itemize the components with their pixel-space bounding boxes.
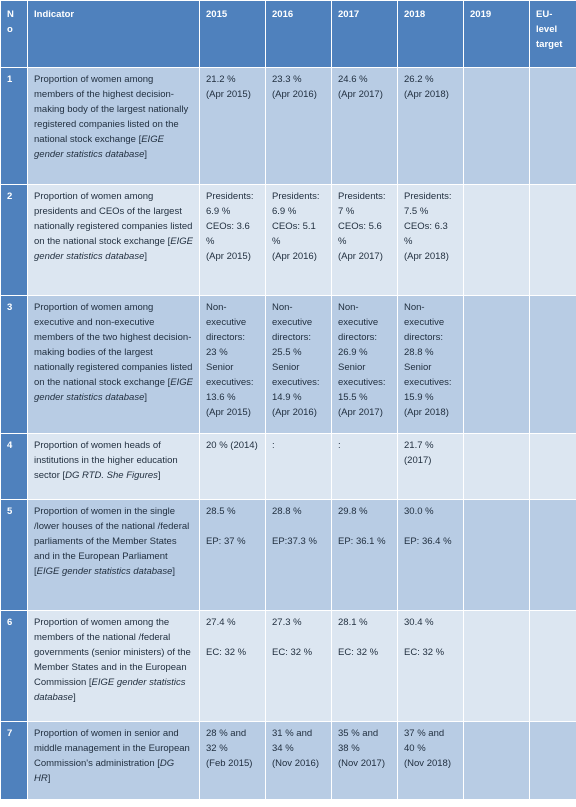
table-header-row [1, 1, 576, 68]
table-row [1, 185, 576, 296]
value-2015: Non- executive directors: 23 % Senior executives: 13.6 % (Apr 2015) [200, 296, 266, 434]
row-number: 6 [1, 611, 28, 722]
indicator-cell: Proportion of women among presidents and CEOs of the largest nationally registered companies listed on the national stock exchange [EIGE gender statistics database] [28, 185, 200, 296]
value-2018: Non- executive directors: 28.8 % Senior executives: 15.9 % (Apr 2018) [398, 296, 464, 434]
value-2015: 20 % (2014) [200, 434, 266, 500]
value-2015: 28 % and 32 % (Feb 2015) [200, 722, 266, 800]
value-2016: 23.3 % (Apr 2016) [266, 68, 332, 185]
value-2015: 28.5 % EP: 37 % [200, 500, 266, 611]
header-eu-target: EU- level target [530, 1, 576, 68]
value-2017: 24.6 % (Apr 2017) [332, 68, 398, 185]
value-2015: 27.4 % EC: 32 % [200, 611, 266, 722]
value-2018: Presidents: 7.5 % CEOs: 6.3 % (Apr 2018) [398, 185, 464, 296]
value-eu-target [530, 722, 576, 800]
source-text: EIGE gender statistics database [34, 377, 193, 403]
table-row [1, 722, 576, 800]
value-2015: 21.2 % (Apr 2015) [200, 68, 266, 185]
value-eu-target [530, 611, 576, 722]
value-2016: 31 % and 34 % (Nov 2016) [266, 722, 332, 800]
value-2019 [464, 500, 530, 611]
value-2016: 28.8 % EP:37.3 % [266, 500, 332, 611]
row-number: 2 [1, 185, 28, 296]
value-2017: : [332, 434, 398, 500]
value-eu-target [530, 185, 576, 296]
header-2015: 2015 [200, 1, 266, 68]
value-2018: 30.0 % EP: 36.4 % [398, 500, 464, 611]
row-number: 4 [1, 434, 28, 500]
table-row [1, 296, 576, 434]
indicator-cell: Proportion of women among the members of the national /federal governments (senior ministers) of the Member States and in the European Commission [EIGE gender statistics database] [28, 611, 200, 722]
value-2018: 37 % and 40 % (Nov 2018) [398, 722, 464, 800]
value-eu-target [530, 68, 576, 185]
table-row [1, 611, 576, 722]
value-2019 [464, 185, 530, 296]
value-2015: Presidents: 6.9 % CEOs: 3.6 % (Apr 2015) [200, 185, 266, 296]
header-2018: 2018 [398, 1, 464, 68]
value-2019 [464, 296, 530, 434]
value-2019 [464, 434, 530, 500]
indicator-cell: Proportion of women in senior and middle management in the European Commission's administration [DG HR] [28, 722, 200, 800]
indicator-cell: Proportion of women among members of the highest decision-making body of the largest nationally registered companies listed on the national stock exchange [EIGE gender statistics database] [28, 68, 200, 185]
value-2017: 28.1 % EC: 32 % [332, 611, 398, 722]
value-2017: Non- executive directors: 26.9 % Senior executives: 15.5 % (Apr 2017) [332, 296, 398, 434]
row-number: 5 [1, 500, 28, 611]
value-2019 [464, 611, 530, 722]
value-eu-target [530, 296, 576, 434]
source-text: DG HR [34, 758, 175, 784]
header-indicator: Indicator [28, 1, 200, 68]
value-2017: 29.8 % EP: 36.1 % [332, 500, 398, 611]
value-2018: 26.2 % (Apr 2018) [398, 68, 464, 185]
header-2019: 2019 [464, 1, 530, 68]
source-text: EIGE gender statistics database [36, 566, 173, 577]
table-row [1, 68, 576, 185]
table-row [1, 434, 576, 500]
source-text: DG RTD. She Figures [65, 470, 158, 481]
value-2018: 30.4 % EC: 32 % [398, 611, 464, 722]
source-text: EIGE gender statistics database [34, 134, 164, 160]
indicator-cell: Proportion of women heads of institutions in the higher education sector [DG RTD. She Figures] [28, 434, 200, 500]
value-2017: 35 % and 38 % (Nov 2017) [332, 722, 398, 800]
value-2019 [464, 722, 530, 800]
value-2016: Non- executive directors: 25.5 % Senior executives: 14.9 % (Apr 2016) [266, 296, 332, 434]
header-no: N o [1, 1, 28, 68]
value-2016: Presidents: 6.9 % CEOs: 5.1 % (Apr 2016) [266, 185, 332, 296]
row-number: 1 [1, 68, 28, 185]
value-2016: : [266, 434, 332, 500]
header-2017: 2017 [332, 1, 398, 68]
header-2016: 2016 [266, 1, 332, 68]
indicator-cell: Proportion of women among executive and non-executive members of the two highest decision-making bodies of the largest nationally registered companies listed on the national stock exchange [EIGE gender statistics database] [28, 296, 200, 434]
row-number: 7 [1, 722, 28, 800]
row-number: 3 [1, 296, 28, 434]
value-2019 [464, 68, 530, 185]
value-eu-target [530, 434, 576, 500]
source-text: EIGE gender statistics database [34, 677, 186, 703]
indicator-cell: Proportion of women in the single /lower houses of the national /federal parliaments of the Member States and in the European Parliament [EIGE gender statistics database] [28, 500, 200, 611]
value-2017: Presidents: 7 % CEOs: 5.6 % (Apr 2017) [332, 185, 398, 296]
table-row [1, 500, 576, 611]
source-text: EIGE gender statistics database [34, 236, 193, 262]
value-eu-target [530, 500, 576, 611]
value-2018: 21.7 % (2017) [398, 434, 464, 500]
value-2016: 27.3 % EC: 32 % [266, 611, 332, 722]
